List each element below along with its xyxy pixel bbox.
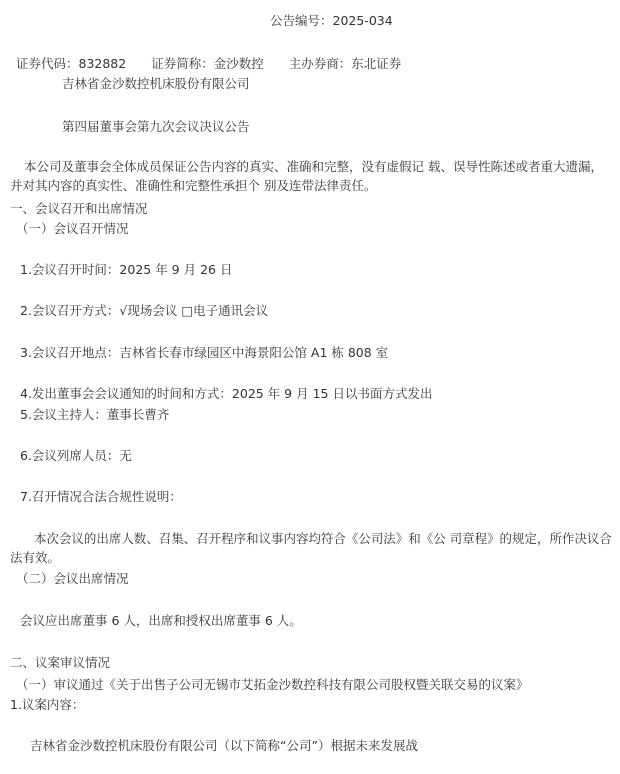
- announcement-number: 公告编号：2025-034: [270, 13, 393, 28]
- notice-time-method: 4.发出董事会会议通知的时间和方式：2025 年 9 月 15 日以书面方式发出: [20, 386, 433, 401]
- subsection-heading-attendance: （二）会议出席情况: [16, 571, 129, 586]
- page-title: 第四届董事会第九次会议决议公告: [62, 119, 250, 134]
- meeting-method: 2.会议召开方式：√现场会议 □电子通讯会议: [20, 303, 269, 318]
- meeting-time: 1.会议召开时间：2025 年 9 月 26 日: [20, 262, 233, 277]
- security-info-line: 证券代码：832882 证券简称：金沙数控 主办券商：东北证券: [16, 56, 402, 71]
- motion-content-text: 吉林省金沙数控机床股份有限公司（以下简称“公司”）根据未来发展战: [30, 738, 418, 753]
- section-heading-meeting: 一、会议召开和出席情况: [10, 201, 148, 216]
- guarantee-statement-line-1: 本公司及董事会全体成员保证公告内容的真实、准确和完整，没有虚假记 载、误导性陈述或者重大遗漏，: [24, 159, 603, 174]
- attendance-text: 会议应出席董事 6 人，出席和授权出席董事 6 人。: [20, 613, 302, 628]
- compliance-text-line-1: 本次会议的出席人数、召集、召开程序和议事内容均符合《公司法》和《公 司章程》的规定，所作决议合: [34, 531, 612, 546]
- subsection-heading-convening: （一）会议召开情况: [16, 221, 129, 236]
- meeting-host: 5.会议主持人：董事长曹齐: [20, 407, 170, 422]
- compliance-text-line-2: 法有效。: [10, 550, 61, 565]
- section-heading-motions: 二、议案审议情况: [10, 655, 111, 670]
- guarantee-statement-line-2: 并对其内容的真实性、准确性和完整性承担个 别及连带法律责任。: [10, 178, 377, 193]
- meeting-location: 3.会议召开地点：吉林省长春市绿园区中海景阳公馆 A1 栋 808 室: [20, 345, 389, 360]
- compliance-heading: 7.召开情况合法合规性说明：: [20, 489, 182, 504]
- company-name: 吉林省金沙数控机床股份有限公司: [62, 76, 250, 91]
- motion-title: （一）审议通过《关于出售子公司无锡市艾拓金沙数控科技有限公司股权暨关联交易的议案》: [16, 677, 529, 692]
- attendees-nonvoting: 6.会议列席人员：无: [20, 448, 132, 463]
- motion-content-label: 1.议案内容：: [10, 697, 85, 712]
